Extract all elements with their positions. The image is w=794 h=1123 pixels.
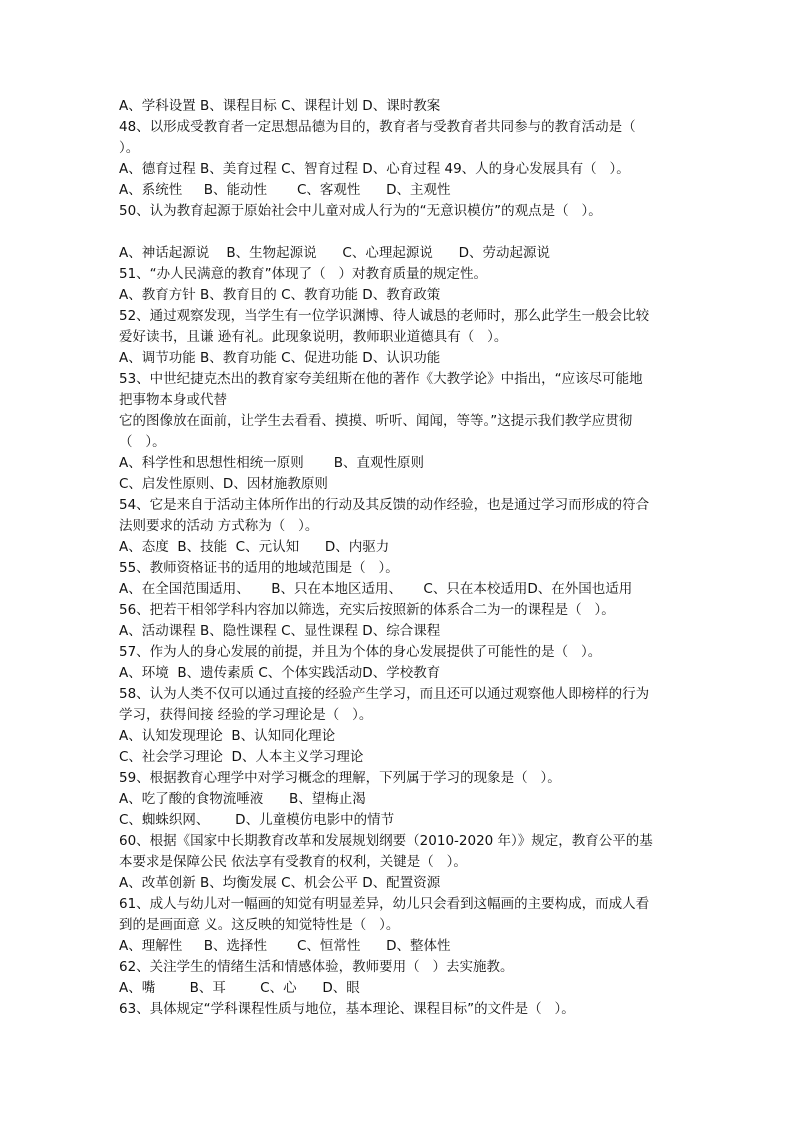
question-50: 50、认为教育起源于原始社会中儿童对成人行为的“无意识模仿”的观点是（ ）。 bbox=[119, 203, 602, 219]
question-60: 60、根据《国家中长期教育改革和发展规划纲要（2010-2020 年）》规定，教育公平的基 bbox=[119, 833, 653, 849]
text-line: A、学科设置 B、课程目标 C、课程计划 D、课时教案 bbox=[119, 98, 441, 114]
text-line: A、环境 B、遗传素质 C、个体实践活动D、学校教育 bbox=[119, 665, 441, 681]
text-line: 法则要求的活动 方式称为（ ）。 bbox=[119, 518, 319, 534]
text-line: A、吃了酸的食物流唾液 B、望梅止渴 bbox=[119, 791, 366, 807]
text-line: C、启发性原则、D、因材施教原则 bbox=[119, 476, 328, 492]
text-line: 学习，获得间接 经验的学习理论是（ ）。 bbox=[119, 707, 373, 723]
text-line: C、蜘蛛织网、 D、儿童模仿电影中的情节 bbox=[119, 812, 395, 828]
text-line: 爱好读书，且谦 逊有礼。此现象说明，教师职业道德具有（ ）。 bbox=[119, 329, 508, 345]
text-line: A、神话起源说 B、生物起源说 C、心理起源说 D、劳动起源说 bbox=[119, 245, 550, 261]
blank-line bbox=[119, 222, 679, 243]
question-54: 54、它是来自于活动主体所作出的行动及其反馈的动作经验，也是通过学习而形成的符合 bbox=[119, 497, 650, 513]
question-63: 63、具体规定“学科课程性质与地位，基本理论、课程目标”的文件是（ ）。 bbox=[119, 1001, 575, 1017]
text-line: A、在全国范围适用、 B、只在本地区适用、 C、只在本校适用D、在外国也适用 bbox=[119, 581, 633, 597]
question-61: 61、成人与幼儿对一幅画的知觉有明显差异，幼儿只会看到这幅画的主要构成，而成人看 bbox=[119, 896, 650, 912]
text-line: A、认知发现理论 B、认知同化理论 bbox=[119, 728, 336, 744]
text-line: A、调节功能 B、教育功能 C、促进功能 D、认识功能 bbox=[119, 350, 441, 366]
text-line: A、理解性 B、选择性 C、恒常性 D、整体性 bbox=[119, 938, 451, 954]
text-line: ）。 bbox=[119, 140, 140, 156]
question-56: 56、把若干相邻学科内容加以筛选，充实后按照新的体系合二为一的课程是（ ）。 bbox=[119, 602, 615, 618]
document-body bbox=[119, 96, 679, 1020]
question-59: 59、根据教育心理学中对学习概念的理解，下列属于学习的现象是（ ）。 bbox=[119, 770, 561, 786]
text-line: A、活动课程 B、隐性课程 C、显性课程 D、综合课程 bbox=[119, 623, 441, 639]
question-48: 48、以形成受教育者一定思想品德为目的，教育者与受教育者共同参与的教育活动是（ bbox=[119, 119, 636, 135]
text-line: 把事物本身或代替 bbox=[119, 392, 227, 408]
question-55: 55、教师资格证书的适用的地域范围是（ ）。 bbox=[119, 560, 399, 576]
text-line: 它的图像放在面前，让学生去看看、摸摸、听听、闻闻，等等。”这提示我们教学应贯彻 bbox=[119, 413, 633, 429]
text-line: 本要求是保障公民 依法享有受教育的权利，关键是（ ）。 bbox=[119, 854, 467, 870]
text-line: C、社会学习理论 D、人本主义学习理论 bbox=[119, 749, 364, 765]
text-line: 到的是画面意 义。这反映的知觉特性是（ ）。 bbox=[119, 917, 400, 933]
question-58: 58、认为人类不仅可以通过直接的经验产生学习，而且还可以通过观察他人即榜样的行为 bbox=[119, 686, 650, 702]
text-line: （ ）。 bbox=[119, 434, 166, 450]
question-62: 62、关注学生的情绪生活和情感体验，教师要用（ ）去实施教。 bbox=[119, 959, 514, 975]
text-line: A、嘴 B、耳 C、心 D、眼 bbox=[119, 980, 360, 996]
text-line: A、德育过程 B、美育过程 C、智育过程 D、心育过程 49、人的身心发展具有（ ）。 bbox=[119, 161, 630, 177]
question-53: 53、中世纪捷克杰出的教育家夸美纽斯在他的著作《大教学论》中指出，“应该尽可能地 bbox=[119, 371, 643, 387]
text-line: A、科学性和思想性相统一原则 B、直观性原则 bbox=[119, 455, 425, 471]
text-line: A、改革创新 B、均衡发展 C、机会公平 D、配置资源 bbox=[119, 875, 441, 891]
text-line: A、态度 B、技能 C、元认知 D、内驱力 bbox=[119, 539, 390, 555]
question-51: 51、“办人民满意的教育”体现了（ ）对教育质量的规定性。 bbox=[119, 266, 488, 282]
question-57: 57、作为人的身心发展的前提，并且为个体的身心发展提供了可能性的是（ ）。 bbox=[119, 644, 602, 660]
question-52: 52、通过观察发现，当学生有一位学识渊博、待人诚恳的老师时，那么此学生一般会比较 bbox=[119, 308, 650, 324]
text-line: A、教育方针 B、教育目的 C、教育功能 D、教育政策 bbox=[119, 287, 441, 303]
text-line: A、系统性 B、能动性 C、客观性 D、主观性 bbox=[119, 182, 451, 198]
